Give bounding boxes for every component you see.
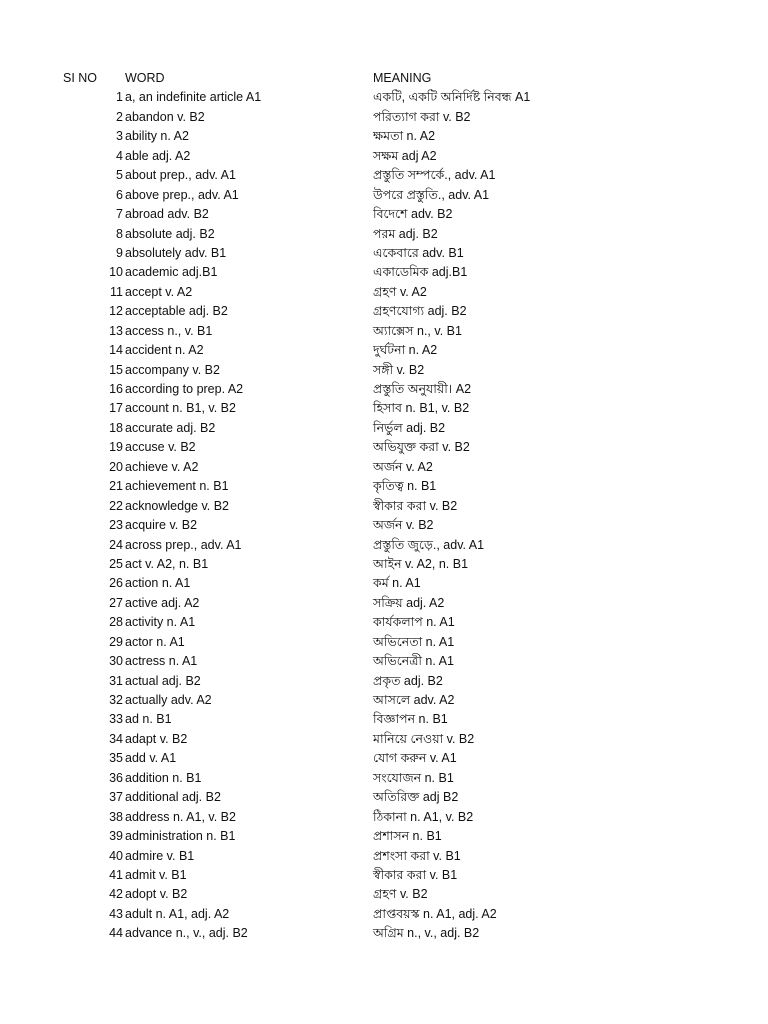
table-row <box>0 147 768 166</box>
row-number: 24 <box>109 537 123 552</box>
row-number: 20 <box>109 459 123 474</box>
table-row <box>0 419 768 438</box>
row-number: 14 <box>109 343 123 358</box>
table-row <box>0 808 768 827</box>
row-word: active adj. A2 <box>125 595 200 610</box>
row-number: 33 <box>109 712 123 727</box>
row-word: a, an indefinite article A1 <box>125 90 262 105</box>
row-word: access n., v. B1 <box>125 323 213 338</box>
table-row <box>0 536 768 555</box>
row-meaning: আইন v. A2, n. B1 <box>373 556 469 571</box>
row-word: ad n. B1 <box>125 712 172 727</box>
table-row <box>0 866 768 885</box>
row-word: accept v. A2 <box>125 284 193 299</box>
row-number: 44 <box>109 926 123 941</box>
row-meaning: অ্যাক্সেস n., v. B1 <box>373 323 462 338</box>
header-word: WORD <box>125 71 165 85</box>
row-meaning: অর্জন v. B2 <box>373 518 434 533</box>
table-body <box>0 88 768 943</box>
row-number: 38 <box>109 809 123 824</box>
row-number: 41 <box>109 867 123 882</box>
row-number: 25 <box>109 556 123 571</box>
row-number: 21 <box>109 479 123 494</box>
table-row <box>0 361 768 380</box>
row-word: abandon v. B2 <box>125 109 205 124</box>
row-meaning: আসলে adv. A2 <box>373 693 455 707</box>
table-row <box>0 516 768 535</box>
row-meaning: পরিত্যাগ করা v. B2 <box>373 109 471 124</box>
row-word: admit v. B1 <box>125 867 187 882</box>
table-row <box>0 380 768 399</box>
table-row <box>0 730 768 749</box>
row-word: accurate adj. B2 <box>125 420 216 435</box>
row-meaning: প্রকৃত adj. B2 <box>373 673 443 688</box>
row-word: able adj. A2 <box>125 148 191 163</box>
table-row <box>0 710 768 729</box>
row-word: admire v. B1 <box>125 848 195 863</box>
row-word: according to prep. A2 <box>125 382 244 396</box>
table-row <box>0 205 768 224</box>
row-number: 43 <box>109 906 123 921</box>
table-row <box>0 788 768 807</box>
table-row <box>0 749 768 768</box>
row-number: 13 <box>109 323 123 338</box>
row-word: about prep., adv. A1 <box>125 168 236 183</box>
table-row <box>0 186 768 205</box>
row-word: acceptable adj. B2 <box>125 304 228 319</box>
row-meaning: একেবারে adv. B1 <box>373 245 464 260</box>
row-meaning: যোগ করুন v. A1 <box>373 751 457 766</box>
row-meaning: অভিযুক্ত করা v. B2 <box>373 440 470 455</box>
row-word: adopt v. B2 <box>125 887 188 902</box>
row-word: adult n. A1, adj. A2 <box>125 906 230 921</box>
table-row <box>0 302 768 321</box>
row-meaning: কার্যকলাপ n. A1 <box>373 615 455 630</box>
row-word: above prep., adv. A1 <box>125 187 239 202</box>
row-word: across prep., adv. A1 <box>125 537 242 552</box>
row-number: 11 <box>110 284 123 299</box>
row-number: 42 <box>109 887 123 902</box>
row-number: 28 <box>109 615 123 630</box>
row-number: 35 <box>109 751 123 766</box>
row-meaning: সঙ্গী v. B2 <box>373 362 425 377</box>
row-number: 4 <box>116 148 123 163</box>
row-number: 9 <box>116 245 123 260</box>
row-number: 12 <box>109 304 123 319</box>
row-number: 23 <box>109 518 123 533</box>
table-row <box>0 847 768 866</box>
row-word: accident n. A2 <box>125 343 204 358</box>
row-meaning: বিজ্ঞাপন n. B1 <box>373 712 448 727</box>
table-row <box>0 225 768 244</box>
row-word: actually adv. A2 <box>125 693 212 707</box>
row-word: act v. A2, n. B1 <box>125 556 209 571</box>
row-meaning: প্রস্তুতি অনুযায়ী। A2 <box>373 382 472 396</box>
row-word: adapt v. B2 <box>125 731 188 746</box>
row-meaning: প্রাপ্তবয়স্ক n. A1, adj. A2 <box>373 906 497 921</box>
table-row <box>0 166 768 185</box>
row-number: 31 <box>109 673 123 688</box>
table-row <box>0 458 768 477</box>
row-word: activity n. A1 <box>125 615 196 630</box>
table-row <box>0 341 768 360</box>
table-row <box>0 613 768 632</box>
header-meaning: MEANING <box>373 71 432 85</box>
row-number: 6 <box>116 187 123 202</box>
row-number: 32 <box>109 693 123 707</box>
row-meaning: প্রস্তুতি সম্পর্কে., adv. A1 <box>373 168 496 183</box>
row-number: 27 <box>109 595 123 610</box>
table-row <box>0 438 768 457</box>
table-row <box>0 769 768 788</box>
row-meaning: প্রশাসন n. B1 <box>373 829 442 844</box>
row-word: accompany v. B2 <box>125 362 220 377</box>
row-word: address n. A1, v. B2 <box>125 809 236 824</box>
table-row <box>0 924 768 943</box>
row-word: absolutely adv. B1 <box>125 245 227 260</box>
row-word: action n. A1 <box>125 576 191 591</box>
row-word: achievement n. B1 <box>125 479 229 494</box>
table-row <box>0 905 768 924</box>
row-word: actor n. A1 <box>125 634 185 649</box>
row-meaning: মানিয়ে নেওয়া v. B2 <box>373 731 475 746</box>
row-number: 34 <box>109 731 123 746</box>
row-word: account n. B1, v. B2 <box>125 401 236 416</box>
row-word: acquire v. B2 <box>125 518 198 533</box>
table-row <box>0 497 768 516</box>
row-meaning: প্রশংসা করা v. B1 <box>373 848 461 863</box>
row-meaning: স্বীকার করা v. B1 <box>373 867 458 882</box>
table-row <box>0 594 768 613</box>
row-number: 40 <box>109 848 123 863</box>
table-row <box>0 633 768 652</box>
row-meaning: অগ্রিম n., v., adj. B2 <box>373 926 480 941</box>
row-number: 18 <box>109 420 123 435</box>
table-row <box>0 322 768 341</box>
row-word: absolute adj. B2 <box>125 226 215 241</box>
row-word: actress n. A1 <box>125 654 198 669</box>
row-meaning: অর্জন v. A2 <box>373 459 433 474</box>
row-number: 2 <box>116 109 123 124</box>
row-meaning: অভিনেতা n. A1 <box>373 634 455 649</box>
row-meaning: গ্রহণযোগ্য adj. B2 <box>373 304 467 319</box>
row-number: 5 <box>116 168 123 183</box>
row-word: advance n., v., adj. B2 <box>125 926 248 941</box>
row-meaning: নির্ভুল adj. B2 <box>373 420 446 435</box>
table-row <box>0 652 768 671</box>
row-meaning: সক্রিয় adj. A2 <box>373 595 445 610</box>
row-meaning: অতিরিক্ত adj B2 <box>373 790 459 805</box>
row-meaning: বিদেশে adv. B2 <box>373 207 453 222</box>
row-word: ability n. A2 <box>125 129 189 144</box>
vocabulary-table <box>0 69 768 944</box>
table-row <box>0 827 768 846</box>
row-number: 17 <box>109 401 123 416</box>
row-word: achieve v. A2 <box>125 459 199 474</box>
row-number: 26 <box>109 576 123 591</box>
row-meaning: উপরে প্রস্তুতি., adv. A1 <box>373 187 490 202</box>
table-row <box>0 399 768 418</box>
row-meaning: কৃতিত্ব n. B1 <box>373 479 437 494</box>
row-number: 10 <box>109 265 123 280</box>
row-number: 15 <box>109 362 123 377</box>
row-number: 3 <box>116 129 123 144</box>
row-meaning: একাডেমিক adj.B1 <box>373 265 468 280</box>
table-row <box>0 691 768 710</box>
table-row <box>0 88 768 107</box>
row-meaning: ঠিকানা n. A1, v. B2 <box>373 809 474 824</box>
row-number: 39 <box>109 829 123 844</box>
row-meaning: প্রস্তুতি জুড়ে., adv. A1 <box>373 537 485 552</box>
header-si-no: SI NO <box>63 71 98 85</box>
header-row <box>0 69 768 88</box>
row-number: 7 <box>116 207 123 222</box>
row-number: 36 <box>109 770 123 785</box>
row-word: actual adj. B2 <box>125 673 201 688</box>
row-meaning: ক্ষমতা n. A2 <box>373 129 436 144</box>
row-word: abroad adv. B2 <box>125 207 209 222</box>
table-row <box>0 885 768 904</box>
row-meaning: গ্রহণ v. B2 <box>373 887 428 902</box>
row-number: 16 <box>109 382 123 396</box>
row-word: administration n. B1 <box>125 829 236 844</box>
row-number: 1 <box>116 90 123 105</box>
row-number: 37 <box>109 790 123 805</box>
row-word: academic adj.B1 <box>125 265 218 280</box>
row-word: additional adj. B2 <box>125 790 221 805</box>
row-word: addition n. B1 <box>125 770 202 785</box>
row-meaning: একটি, একটি অনির্দিষ্ট নিবন্ধ A1 <box>373 90 531 105</box>
row-meaning: অভিনেত্রী n. A1 <box>373 654 454 669</box>
table-row <box>0 263 768 282</box>
row-number: 29 <box>109 634 123 649</box>
row-word: add v. A1 <box>125 751 177 766</box>
table-row <box>0 127 768 146</box>
row-number: 30 <box>109 654 123 669</box>
row-meaning: সংযোজন n. B1 <box>373 770 454 785</box>
row-meaning: হিসাব n. B1, v. B2 <box>373 401 470 416</box>
row-number: 22 <box>109 498 123 513</box>
row-number: 19 <box>109 440 123 455</box>
row-meaning: গ্রহণ v. A2 <box>373 284 427 299</box>
row-word: accuse v. B2 <box>125 440 196 455</box>
table-row <box>0 283 768 302</box>
table-row <box>0 108 768 127</box>
table-row <box>0 672 768 691</box>
table-row <box>0 244 768 263</box>
row-meaning: সক্ষম adj A2 <box>373 148 437 163</box>
table-row <box>0 477 768 496</box>
row-meaning: কর্ম n. A1 <box>373 576 421 591</box>
row-meaning: স্বীকার করা v. B2 <box>373 498 458 513</box>
row-meaning: দুর্ঘটনা n. A2 <box>373 343 438 358</box>
row-number: 8 <box>116 226 123 241</box>
table-row <box>0 574 768 593</box>
row-word: acknowledge v. B2 <box>125 498 229 513</box>
row-meaning: পরম adj. B2 <box>373 226 438 241</box>
table-row <box>0 555 768 574</box>
